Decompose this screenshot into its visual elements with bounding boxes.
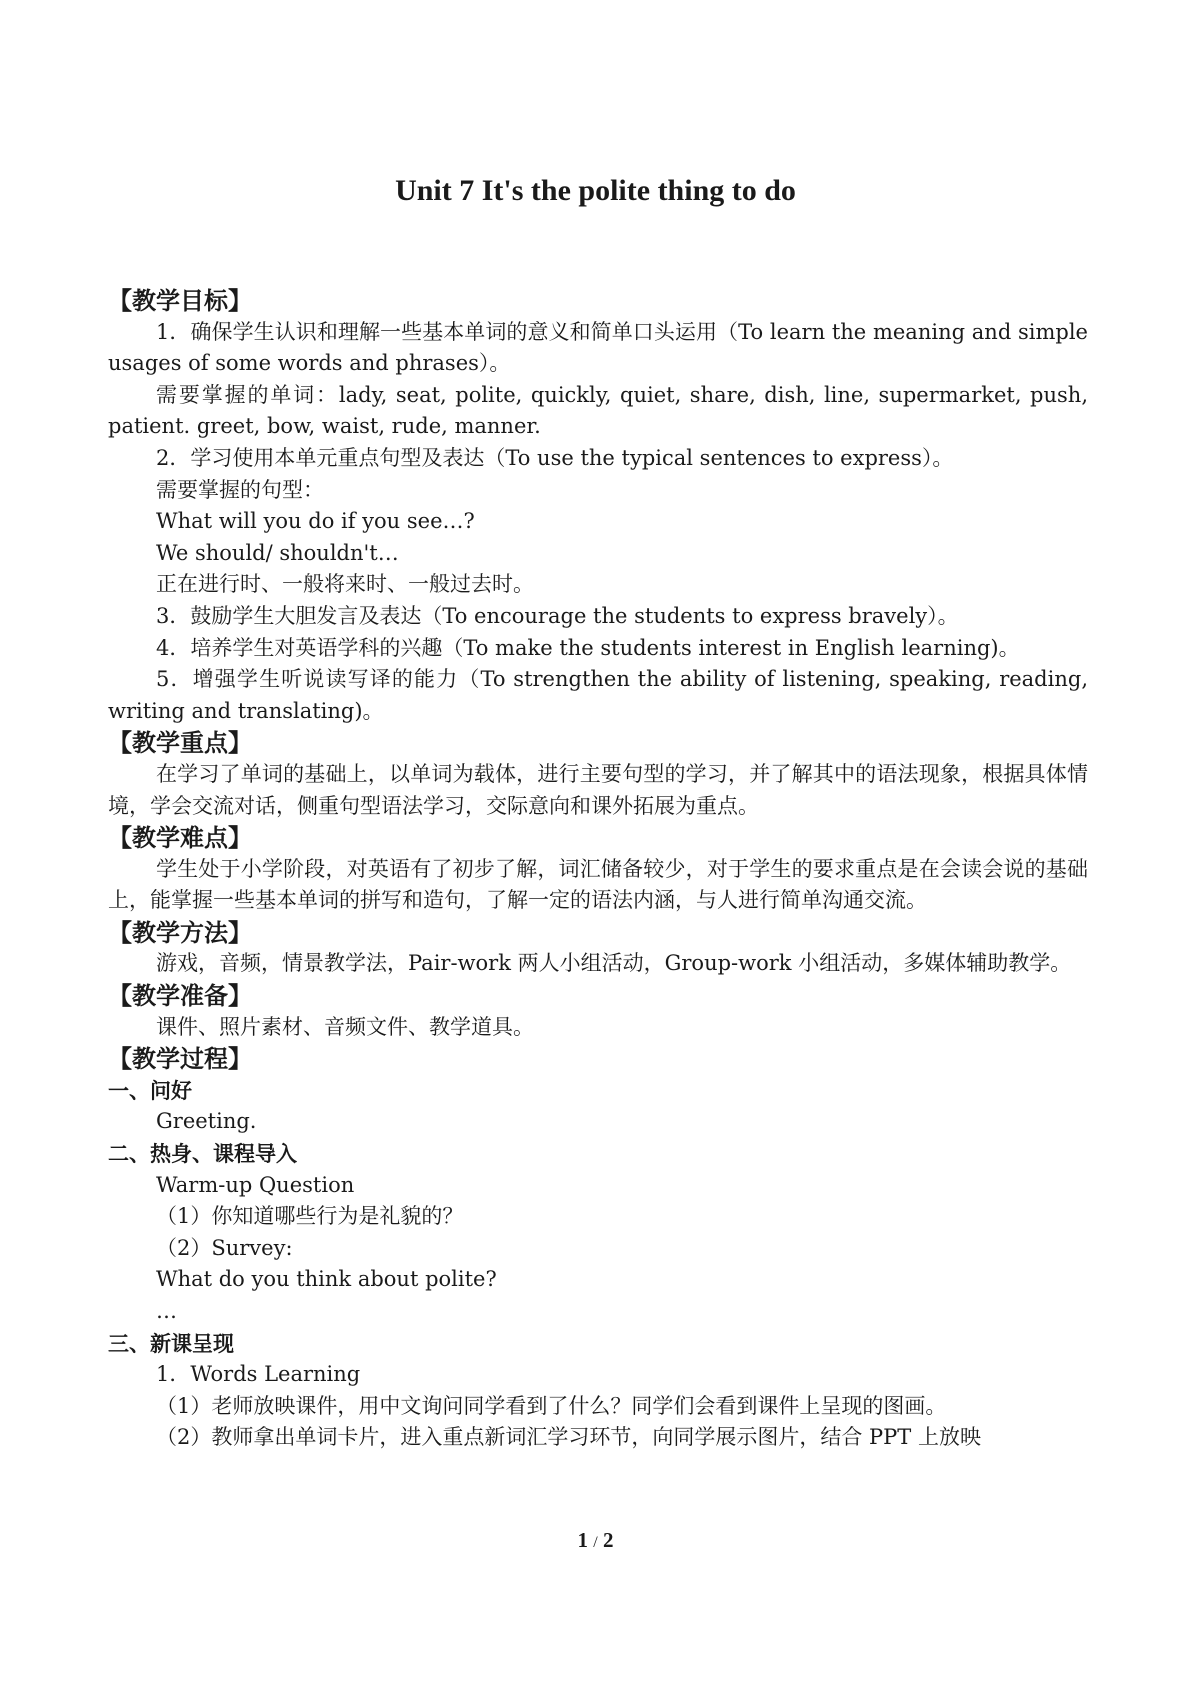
objective-sentence-1: What will you do if you see…? bbox=[156, 509, 475, 534]
heading-key-points: 【教学重点】 bbox=[108, 728, 252, 758]
page-number bbox=[0, 1528, 1191, 1553]
heading-preparation: 【教学准备】 bbox=[108, 981, 252, 1011]
objective-sentences-label: 需要掌握的句型： bbox=[156, 477, 324, 502]
step-3-line-2: （1）老师放映课件，用中文询问同学看到了什么？同学们会看到课件上呈现的图画。 bbox=[156, 1393, 947, 1418]
document-title: Unit 7 It's the polite thing to do bbox=[395, 174, 796, 207]
methods-text: 游戏，音频，情景教学法，Pair-work 两人小组活动，Group-work 小组活动，多媒体辅助教学。 bbox=[156, 951, 1072, 976]
step-2-line-2: （1）你知道哪些行为是礼貌的？ bbox=[156, 1204, 464, 1229]
preparation-text: 课件、照片素材、音频文件、教学道具。 bbox=[156, 1014, 534, 1039]
document-body bbox=[108, 285, 1088, 1454]
objective-5: 5．增强学生听说读写译的能力（To strengthen the ability of listening, speaking, reading, writing and translating)。 bbox=[108, 667, 1088, 723]
objective-1: 1．确保学生认识和理解一些基本单词的意义和简单口头运用（To learn the meaning and simple usages of some words and phrases）。 bbox=[108, 319, 1088, 376]
objective-2: 2．学习使用本单元重点句型及表达（To use the typical sentences to express）。 bbox=[156, 445, 954, 470]
page-separator: / bbox=[593, 1534, 598, 1551]
step-3-line-1: 1．Words Learning bbox=[156, 1362, 361, 1387]
step-2-line-3: （2）Survey: bbox=[156, 1235, 293, 1260]
heading-difficulties: 【教学难点】 bbox=[108, 823, 252, 853]
heading-process: 【教学过程】 bbox=[108, 1044, 252, 1074]
objective-4: 4．培养学生对英语学科的兴趣（To make the students interest in English learning)。 bbox=[156, 635, 1020, 660]
heading-methods: 【教学方法】 bbox=[108, 917, 252, 947]
step-1-title: 一、问好 bbox=[108, 1077, 192, 1103]
page-current: 1 bbox=[577, 1528, 589, 1552]
step-2-line-1: Warm-up Question bbox=[156, 1172, 355, 1197]
objective-tenses: 正在进行时、一般将来时、一般过去时。 bbox=[156, 572, 534, 597]
difficulties-text: 学生处于小学阶段，对英语有了初步了解，词汇储备较少，对于学生的要求重点是在会读会说的基础上，能掌握一些基本单词的拼写和造句，了解一定的语法内涵，与人进行简单沟通交流。 bbox=[108, 856, 1088, 913]
page-total: 2 bbox=[602, 1528, 614, 1552]
heading-objectives: 【教学目标】 bbox=[108, 286, 252, 315]
step-2-title: 二、热身、课程导入 bbox=[108, 1141, 297, 1167]
key-points-text: 在学习了单词的基础上，以单词为载体，进行主要句型的学习，并了解其中的语法现象，根据具体情境，学会交流对话，侧重句型语法学习，交际意向和课外拓展为重点。 bbox=[108, 761, 1088, 818]
step-3-line-3: （2）教师拿出单词卡片，进入重点新词汇学习环节，向同学展示图片，结合 PPT 上放映 bbox=[156, 1425, 981, 1450]
step-2-line-5: … bbox=[156, 1299, 177, 1323]
objective-sentence-2: We should/ shouldn't… bbox=[156, 540, 399, 565]
step-1-text: Greeting. bbox=[156, 1109, 257, 1134]
step-3-title: 三、新课呈现 bbox=[108, 1330, 234, 1356]
objective-words: 需要掌握的单词：lady, seat, polite, quickly, quiet, share, dish, line, supermarket, push, patient. greet, bow, waist, rude, manner. bbox=[108, 382, 1088, 439]
step-2-line-4: What do you think about polite? bbox=[156, 1267, 497, 1292]
objective-3: 3．鼓励学生大胆发言及表达（To encourage the students to express bravely）。 bbox=[156, 603, 959, 628]
